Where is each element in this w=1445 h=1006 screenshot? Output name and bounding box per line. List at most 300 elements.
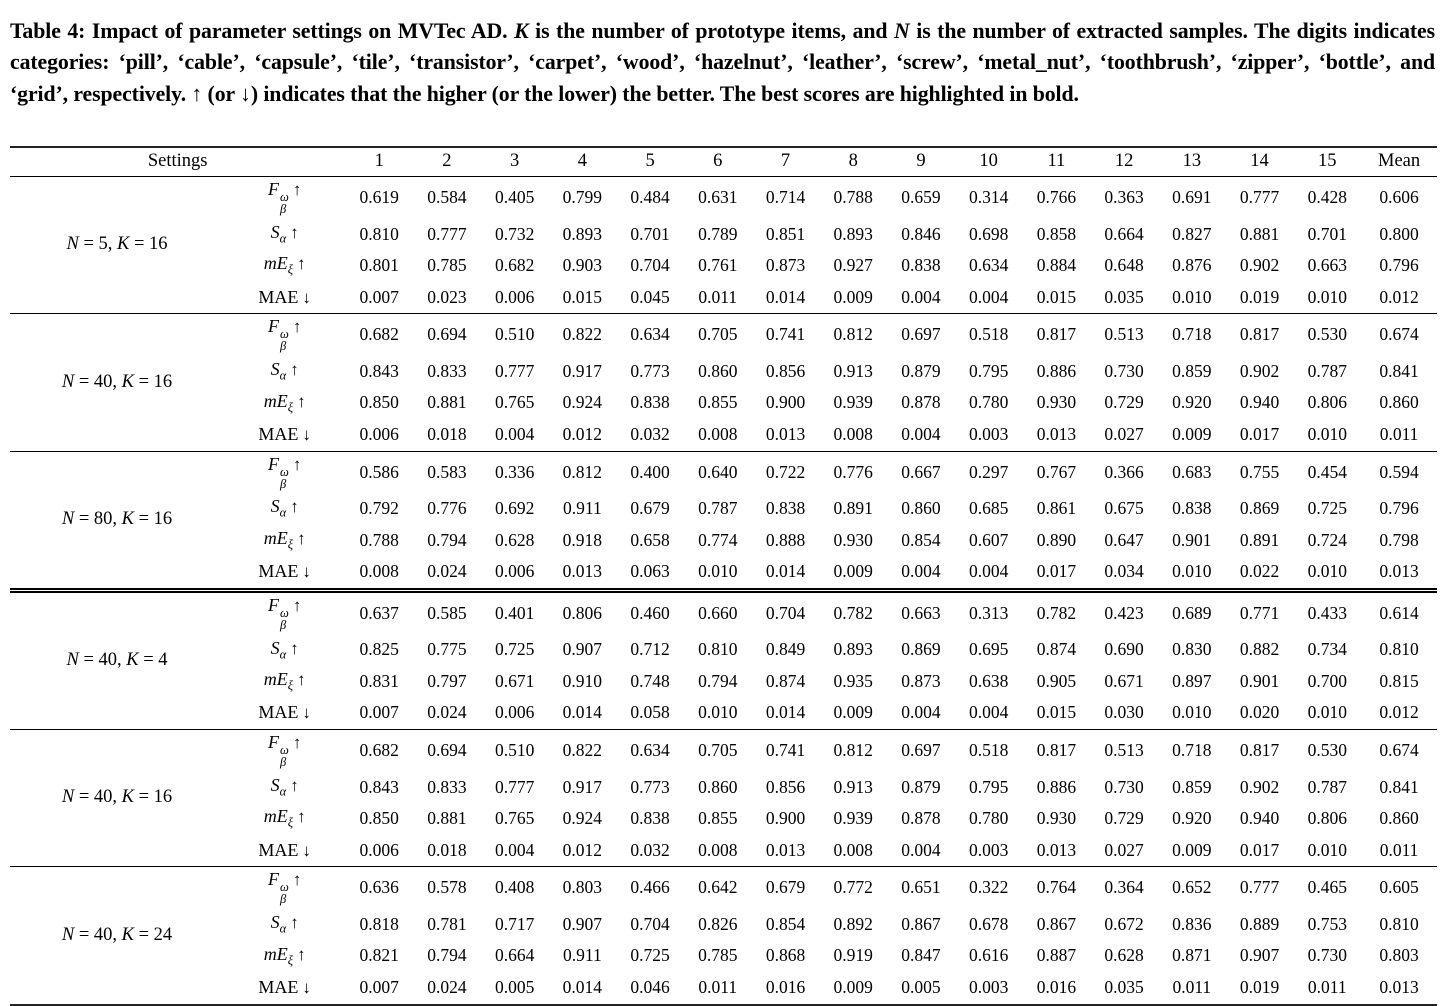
value-cell: 0.917: [562, 776, 603, 797]
setting-label: [10, 867, 224, 1005]
value-cell: 0.902: [1239, 360, 1280, 381]
down-arrow-icon: ↓: [302, 840, 311, 860]
value-cell: 0.663: [901, 602, 941, 623]
value-cell: 0.019: [1239, 286, 1280, 307]
metric-symbol: MAE: [258, 702, 299, 723]
value-cell: 0.014: [765, 561, 806, 582]
value-cell: 0.004: [968, 702, 1009, 723]
value-cell: 0.015: [1036, 286, 1077, 307]
value-cell: 0.012: [1379, 286, 1419, 307]
value-cell: 0.006: [359, 423, 399, 444]
value-cell: 0.010: [1172, 702, 1212, 723]
value-cell: 0.518: [968, 740, 1009, 760]
up-arrow-icon: ↑: [297, 944, 306, 964]
value-cell: 0.006: [494, 702, 535, 723]
value-cell: 0.873: [901, 670, 941, 691]
value-cell: 0.003: [968, 976, 1009, 997]
value-cell: 0.336: [494, 461, 535, 482]
setting-label: [10, 590, 224, 729]
down-arrow-icon: ↓: [302, 562, 311, 582]
table-row: [10, 972, 1437, 1005]
value-cell: 0.761: [698, 255, 738, 276]
value-cell: 0.856: [765, 776, 806, 797]
value-cell: 0.913: [833, 776, 873, 797]
value-cell: 0.775: [427, 639, 467, 660]
metric-label: [224, 419, 345, 451]
value-cell: 0.678: [968, 913, 1009, 934]
value-cell: 0.917: [562, 360, 603, 381]
value-cell: 0.675: [1104, 498, 1144, 519]
value-cell: 0.794: [427, 529, 467, 550]
value-cell: 0.364: [1104, 877, 1144, 898]
value-cell: 0.773: [630, 360, 670, 381]
setting-segment: = 40,: [74, 371, 122, 392]
metric-label: [224, 635, 345, 667]
value-cell: 0.510: [494, 740, 535, 760]
value-cell: 0.008: [698, 423, 738, 444]
value-cell: 0.803: [562, 877, 603, 898]
value-cell: 0.697: [901, 324, 941, 345]
value-cell: 0.860: [698, 776, 738, 797]
value-cell: 0.619: [359, 187, 399, 207]
value-cell: 0.466: [630, 877, 670, 898]
value-cell: 0.893: [833, 223, 873, 244]
value-cell: 0.812: [562, 461, 603, 482]
value-cell: 0.010: [698, 702, 738, 723]
value-cell: 0.867: [901, 913, 941, 934]
value-cell: 0.454: [1307, 461, 1347, 482]
value-cell: 0.782: [1036, 602, 1077, 623]
value-cell: 0.725: [494, 639, 535, 660]
value-cell: 0.940: [1239, 808, 1280, 829]
header-col-15: 15: [1318, 151, 1337, 172]
value-cell: 0.691: [1172, 187, 1212, 207]
metric-label: [224, 525, 345, 557]
value-cell: 0.850: [359, 808, 399, 829]
metric-label: [224, 730, 345, 772]
value-cell: 0.009: [833, 561, 873, 582]
value-cell: 0.841: [1379, 360, 1419, 381]
value-cell: 0.905: [1036, 670, 1077, 691]
value-cell: 0.015: [562, 286, 603, 307]
value-cell: 0.628: [494, 529, 535, 550]
value-cell: 0.847: [901, 945, 941, 966]
metric-supsub: ω β: [280, 327, 289, 354]
value-cell: 0.889: [1239, 913, 1280, 934]
value-cell: 0.741: [765, 324, 806, 345]
value-cell: 0.701: [630, 223, 670, 244]
value-cell: 0.011: [1379, 423, 1419, 444]
value-cell: 0.838: [1172, 498, 1212, 519]
value-cell: 0.911: [562, 498, 602, 519]
table-row: [10, 730, 1437, 772]
setting-segment: N: [61, 508, 75, 529]
value-cell: 0.035: [1104, 976, 1144, 997]
value-cell: 0.890: [1036, 529, 1077, 550]
metric-subscript: α: [279, 231, 287, 246]
value-cell: 0.815: [1379, 670, 1419, 691]
metric-label: [224, 666, 345, 698]
value-cell: 0.911: [562, 945, 602, 966]
table-row: [10, 909, 1437, 941]
value-cell: 0.698: [968, 223, 1009, 244]
value-cell: 0.907: [1239, 945, 1280, 966]
value-cell: 0.919: [833, 945, 873, 966]
value-cell: 0.004: [494, 839, 535, 860]
caption-segment: is the number of extracted samples. The digits indicates categories: ‘pill’, ‘cable’, ‘capsule’, ‘tile’, ‘transistor’, ‘carpet’, ‘wood’, ‘hazelnut’, ‘leather’, ‘screw’, ‘metal_nut’, ‘toothbrush’, ‘zipper’, ‘bottle’, and ‘grid’, respectively. ↑ (or ↓) indicates that the higher (or the lower) the better. The best scores are highlighted in bold.: [10, 19, 1435, 106]
value-cell: 0.799: [562, 187, 603, 207]
setting-segment: K: [121, 371, 134, 392]
table-row: [10, 590, 1437, 634]
up-arrow-icon: ↑: [297, 391, 306, 411]
setting-segment: = 5,: [78, 234, 117, 255]
value-cell: 0.009: [1172, 839, 1212, 860]
value-cell: 0.887: [1036, 945, 1077, 966]
value-cell: 0.817: [1036, 324, 1077, 345]
metric-label: [224, 772, 345, 804]
value-cell: 0.734: [1307, 639, 1347, 660]
value-cell: 0.930: [1036, 808, 1077, 829]
value-cell: 0.729: [1104, 392, 1144, 413]
metric-supsub: ω β: [280, 880, 289, 907]
value-cell: 0.724: [1307, 529, 1347, 550]
metric-symbol: S: [270, 912, 280, 933]
value-cell: 0.907: [562, 639, 603, 660]
metric-symbol: S: [270, 496, 280, 517]
value-cell: 0.366: [1104, 461, 1144, 482]
value-cell: 0.701: [1307, 223, 1347, 244]
value-cell: 0.010: [1307, 702, 1347, 723]
value-cell: 0.009: [833, 286, 873, 307]
metric-label: [224, 803, 345, 835]
value-cell: 0.024: [427, 976, 467, 997]
value-cell: 0.773: [630, 776, 670, 797]
value-cell: 0.583: [427, 461, 467, 482]
value-cell: 0.900: [765, 808, 806, 829]
value-cell: 0.810: [1379, 913, 1419, 934]
up-arrow-icon: ↑: [290, 638, 299, 658]
value-cell: 0.765: [494, 392, 535, 413]
table-body: [10, 177, 1437, 1005]
value-cell: 0.023: [427, 286, 467, 307]
value-cell: 0.017: [1036, 561, 1077, 582]
value-cell: 0.788: [833, 187, 873, 207]
value-cell: 0.004: [494, 423, 535, 444]
value-cell: 0.363: [1104, 187, 1144, 207]
caption-segment: N: [894, 19, 910, 43]
value-cell: 0.859: [1172, 360, 1212, 381]
value-cell: 0.871: [1172, 945, 1212, 966]
up-arrow-icon: ↑: [297, 254, 306, 274]
value-cell: 0.930: [1036, 392, 1077, 413]
value-cell: 0.010: [698, 561, 738, 582]
value-cell: 0.014: [765, 286, 806, 307]
up-arrow-icon: ↑: [292, 870, 302, 890]
value-cell: 0.642: [698, 877, 738, 898]
value-cell: 0.692: [494, 498, 535, 519]
value-cell: 0.607: [968, 529, 1009, 550]
value-cell: 0.881: [1239, 223, 1280, 244]
value-cell: 0.700: [1307, 670, 1347, 691]
table-row: [10, 388, 1437, 420]
table-row: [10, 867, 1437, 909]
value-cell: 0.776: [427, 498, 467, 519]
value-cell: 0.010: [1307, 423, 1347, 444]
value-cell: 0.671: [494, 670, 535, 691]
value-cell: 0.584: [427, 187, 467, 207]
value-cell: 0.718: [1172, 740, 1212, 760]
value-cell: 0.798: [1379, 529, 1419, 550]
value-cell: 0.725: [630, 945, 670, 966]
value-cell: 0.902: [1239, 776, 1280, 797]
value-cell: 0.718: [1172, 324, 1212, 345]
value-cell: 0.008: [698, 839, 738, 860]
value-cell: 0.005: [494, 976, 535, 997]
value-cell: 0.806: [1307, 808, 1347, 829]
value-cell: 0.606: [1379, 187, 1419, 207]
table-row: [10, 525, 1437, 557]
value-cell: 0.007: [359, 976, 399, 997]
value-cell: 0.902: [1239, 255, 1280, 276]
value-cell: 0.801: [359, 255, 399, 276]
value-cell: 0.806: [562, 602, 603, 623]
header-col-2: 2: [442, 151, 452, 172]
metric-symbol: MAE: [258, 561, 299, 582]
value-cell: 0.401: [494, 602, 535, 623]
value-cell: 0.795: [968, 360, 1009, 381]
value-cell: 0.843: [359, 360, 399, 381]
value-cell: 0.755: [1239, 461, 1280, 482]
table-head: [10, 147, 1437, 177]
metric-symbol: mE: [263, 390, 288, 411]
up-arrow-icon: ↑: [292, 733, 302, 753]
value-cell: 0.005: [901, 976, 941, 997]
value-cell: 0.004: [901, 423, 941, 444]
metric-label: [224, 219, 345, 251]
value-cell: 0.664: [1104, 223, 1144, 244]
value-cell: 0.063: [630, 561, 670, 582]
value-cell: 0.777: [494, 776, 535, 797]
value-cell: 0.008: [833, 839, 873, 860]
value-cell: 0.578: [427, 877, 467, 898]
metric-label: [224, 590, 345, 634]
value-cell: 0.682: [494, 255, 535, 276]
value-cell: 0.782: [833, 602, 873, 623]
value-cell: 0.812: [833, 324, 873, 345]
setting-segment: = 16: [133, 508, 173, 529]
header-col-mean: Mean: [1378, 151, 1421, 172]
value-cell: 0.405: [494, 187, 535, 207]
value-cell: 0.827: [1172, 223, 1212, 244]
value-cell: 0.634: [968, 255, 1009, 276]
setting-segment: = 16: [133, 371, 173, 392]
value-cell: 0.826: [698, 913, 738, 934]
setting-segment: N: [66, 650, 79, 670]
value-cell: 0.868: [765, 945, 806, 966]
value-cell: 0.891: [833, 498, 873, 519]
value-cell: 0.694: [427, 324, 467, 345]
value-cell: 0.017: [1239, 423, 1280, 444]
metric-label: [224, 250, 345, 282]
value-cell: 0.530: [1307, 324, 1347, 345]
value-cell: 0.753: [1307, 913, 1347, 934]
setting-segment: N: [61, 371, 75, 392]
value-cell: 0.851: [765, 223, 806, 244]
value-cell: 0.891: [1239, 529, 1280, 550]
value-cell: 0.628: [1104, 945, 1144, 966]
value-cell: 0.690: [1104, 639, 1144, 660]
metric-symbol: S: [270, 359, 280, 380]
value-cell: 0.705: [698, 324, 738, 345]
header-col-5: 5: [645, 151, 655, 172]
metric-label: [224, 314, 345, 356]
metric-subscript: ξ: [287, 400, 294, 415]
setting-segment: = 40,: [74, 924, 122, 945]
value-cell: 0.822: [562, 740, 603, 760]
table-row: [10, 698, 1437, 730]
table-row: [10, 835, 1437, 867]
value-cell: 0.825: [359, 639, 399, 660]
value-cell: 0.893: [562, 223, 603, 244]
metric-supsub: ω β: [280, 190, 289, 216]
value-cell: 0.012: [562, 839, 603, 860]
caption-segment: K: [514, 19, 529, 43]
value-cell: 0.794: [427, 945, 467, 966]
value-cell: 0.730: [1104, 360, 1144, 381]
value-cell: 0.882: [1239, 639, 1280, 660]
value-cell: 0.913: [833, 360, 873, 381]
table-row: [10, 666, 1437, 698]
value-cell: 0.667: [901, 461, 941, 482]
value-cell: 0.652: [1172, 877, 1212, 898]
value-cell: 0.838: [765, 498, 806, 519]
value-cell: 0.792: [359, 498, 399, 519]
value-cell: 0.313: [968, 602, 1009, 623]
metric-subscript: α: [279, 505, 287, 520]
header-col-1: 1: [374, 151, 384, 172]
metric-subscript: ξ: [287, 678, 294, 693]
value-cell: 0.010: [1172, 286, 1212, 307]
value-cell: 0.858: [1036, 223, 1077, 244]
value-cell: 0.831: [359, 670, 399, 691]
value-cell: 0.636: [359, 877, 399, 898]
value-cell: 0.408: [494, 877, 535, 898]
value-cell: 0.013: [1379, 561, 1419, 582]
value-cell: 0.704: [630, 913, 670, 934]
value-cell: 0.725: [1307, 498, 1347, 519]
metric-label: [224, 356, 345, 388]
metric-supsub: ω β: [280, 605, 289, 632]
value-cell: 0.674: [1379, 324, 1419, 345]
value-cell: 0.009: [833, 702, 873, 723]
value-cell: 0.830: [1172, 639, 1212, 660]
value-cell: 0.637: [359, 602, 399, 623]
setting-segment: K: [121, 787, 134, 808]
metric-subscript: α: [279, 784, 287, 799]
metric-symbol: F: [268, 594, 279, 615]
up-arrow-icon: ↑: [297, 670, 306, 690]
metric-label: [224, 867, 345, 909]
value-cell: 0.836: [1172, 913, 1212, 934]
value-cell: 0.012: [1379, 702, 1419, 723]
value-cell: 0.712: [630, 639, 670, 660]
value-cell: 0.616: [968, 945, 1009, 966]
value-cell: 0.817: [1239, 740, 1280, 760]
value-cell: 0.729: [1104, 808, 1144, 829]
value-cell: 0.806: [1307, 392, 1347, 413]
metric-label: [224, 941, 345, 973]
value-cell: 0.849: [765, 639, 806, 660]
caption-segment: Table 4: Impact of parameter settings on MVTec AD.: [10, 19, 515, 43]
metric-symbol: S: [270, 774, 280, 795]
value-cell: 0.818: [359, 913, 399, 934]
value-cell: 0.594: [1379, 461, 1419, 482]
table-row: [10, 556, 1437, 590]
header-col-10: 10: [979, 151, 998, 172]
value-cell: 0.843: [359, 776, 399, 797]
setting-segment: = 80,: [74, 508, 122, 529]
metric-label: [224, 909, 345, 941]
metric-symbol: MAE: [258, 839, 299, 860]
value-cell: 0.014: [765, 702, 806, 723]
down-arrow-icon: ↓: [302, 977, 311, 997]
value-cell: 0.860: [698, 360, 738, 381]
header-col-4: 4: [577, 151, 587, 172]
value-cell: 0.766: [1036, 187, 1077, 207]
setting-segment: N: [61, 787, 75, 808]
value-cell: 0.585: [427, 602, 467, 623]
value-cell: 0.881: [427, 808, 467, 829]
value-cell: 0.855: [698, 808, 738, 829]
value-cell: 0.935: [833, 670, 873, 691]
value-cell: 0.817: [1239, 324, 1280, 345]
header-col-6: 6: [713, 151, 723, 172]
table-row: [10, 314, 1437, 356]
value-cell: 0.013: [562, 561, 603, 582]
metric-label: [224, 177, 345, 219]
setting-segment: = 4: [138, 650, 168, 670]
value-cell: 0.006: [494, 561, 535, 582]
value-cell: 0.704: [765, 602, 806, 623]
metric-label: [224, 451, 345, 493]
value-cell: 0.764: [1036, 877, 1077, 898]
value-cell: 0.856: [765, 360, 806, 381]
value-cell: 0.874: [765, 670, 806, 691]
value-cell: 0.017: [1239, 839, 1280, 860]
value-cell: 0.785: [427, 255, 467, 276]
value-cell: 0.586: [359, 461, 399, 482]
metric-subscript: ξ: [287, 953, 294, 968]
value-cell: 0.777: [1239, 877, 1280, 898]
value-cell: 0.013: [765, 839, 806, 860]
value-cell: 0.821: [359, 945, 399, 966]
value-cell: 0.930: [833, 529, 873, 550]
value-cell: 0.004: [901, 286, 941, 307]
setting-segment: = 40,: [74, 787, 122, 808]
value-cell: 0.638: [968, 670, 1009, 691]
value-cell: 0.873: [765, 255, 806, 276]
results-table: [10, 146, 1437, 1006]
value-cell: 0.787: [1307, 360, 1347, 381]
setting-segment: = 16: [129, 234, 168, 255]
metric-label: [224, 493, 345, 525]
value-cell: 0.634: [630, 740, 670, 760]
metric-label: [224, 282, 345, 314]
value-cell: 0.850: [359, 392, 399, 413]
value-cell: 0.867: [1036, 913, 1077, 934]
value-cell: 0.004: [901, 839, 941, 860]
metric-symbol: mE: [263, 253, 288, 274]
